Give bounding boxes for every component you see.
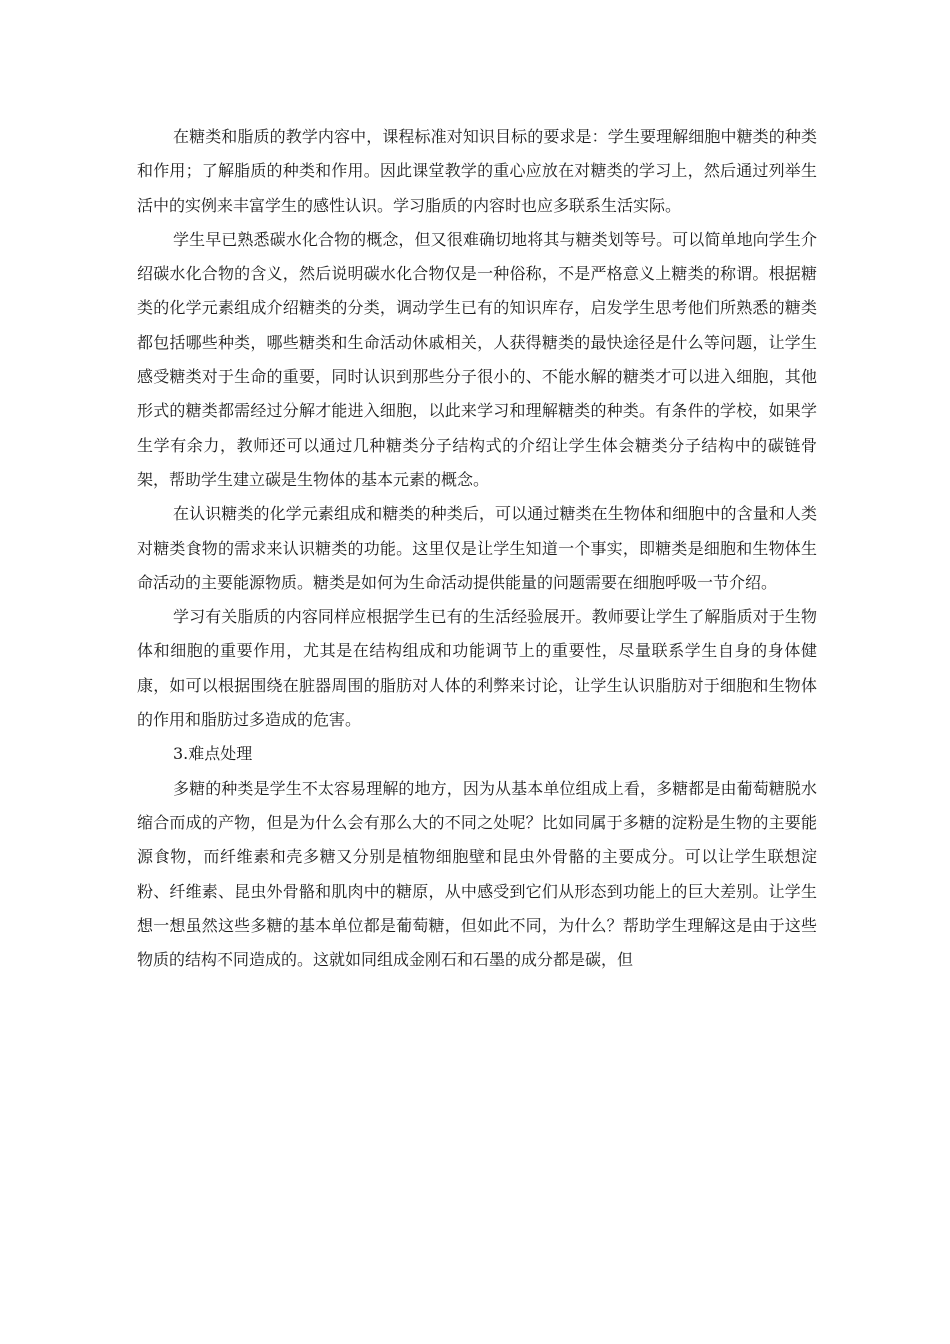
paragraph-teaching-goals: 在糖类和脂质的教学内容中，课程标准对知识目标的要求是：学生要理解细胞中糖类的种类和作用；了解脂质的种类和作用。因此课堂教学的重心应放在对糖类的学习上，然后通过列举生活中的实例来丰富学生的感性认识。学习脂质的内容时也应多联系生活实际。 xyxy=(137,127,817,215)
section-heading-difficulty: 3.难点处理 xyxy=(173,744,253,764)
paragraph-carbohydrate-function: 在认识糖类的化学元素组成和糖类的种类后，可以通过糖类在生物体和细胞中的含量和人类对糖类食物的需求来认识糖类的功能。这里仅是让学生知道一个事实，即糖类是细胞和生物体生命活动的主要能源物质。糖类是如何为生命活动提供能量的问题需要在细胞呼吸一节介绍。 xyxy=(137,504,817,592)
paragraph-carbohydrate-concept: 学生早已熟悉碳水化合物的概念，但又很难确切地将其与糖类划等号。可以简单地向学生介绍碳水化合物的含义，然后说明碳水化合物仅是一种俗称，不是严格意义上糖类的称谓。根据糖类的化学元素组成介绍糖类的分类，调动学生已有的知识库存，启发学生思考他们所熟悉的糖类都包括哪些种类，哪些糖类和生命活动休戚相关，人获得糖类的最快途径是什么等问题，让学生感受糖类对于生命的重要，同时认识到那些分子很小的、不能水解的糖类才可以进入细胞，其他形式的糖类都需经过分解才能进入细胞，以此来学习和理解糖类的种类。有条件的学校，如果学生学有余力，教师还可以通过几种糖类分子结构式的介绍让学生体会糖类分子结构中的碳链骨架，帮助学生建立碳是生物体的基本元素的概念。 xyxy=(137,229,817,489)
document-body xyxy=(137,120,817,977)
paragraph-polysaccharide: 多糖的种类是学生不太容易理解的地方，因为从基本单位组成上看，多糖都是由葡萄糖脱水缩合而成的产物，但是为什么会有那么大的不同之处呢？比如同属于多糖的淀粉是生物的主要能源食物，而纤维素和壳多糖又分别是植物细胞壁和昆虫外骨骼的主要成分。可以让学生联想淀粉、纤维素、昆虫外骨骼和肌肉中的糖原，从中感受到它们从形态到功能上的巨大差别。让学生想一想虽然这些多糖的基本单位都是葡萄糖，但如此不同，为什么？帮助学生理解这是由于这些物质的结构不同造成的。这就如同组成金刚石和石墨的成分都是碳，但 xyxy=(137,778,817,970)
paragraph-lipid-learning: 学习有关脂质的内容同样应根据学生已有的生活经验展开。教师要让学生了解脂质对于生物体和细胞的重要作用，尤其是在结构组成和功能调节上的重要性，尽量联系学生自身的身体健康，如可以根据围绕在脏器周围的脂肪对人体的利弊来讨论，让学生认识脂肪对于细胞和生物体的作用和脂肪过多造成的危害。 xyxy=(137,607,817,730)
